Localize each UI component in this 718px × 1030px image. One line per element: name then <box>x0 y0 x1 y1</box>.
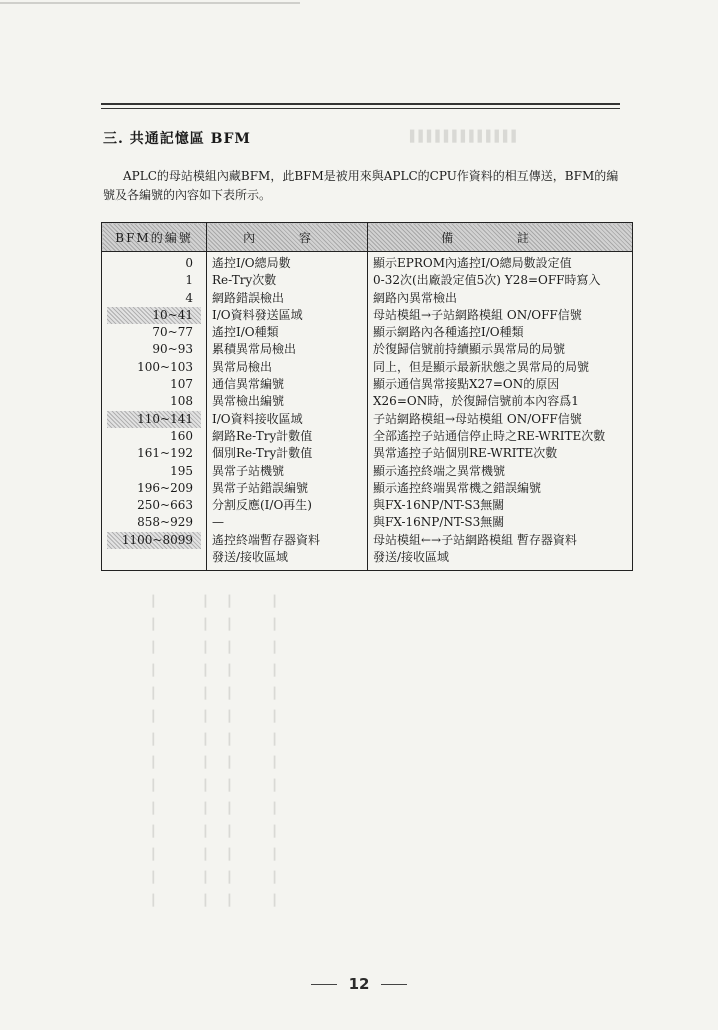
content-cell: 通信異常編號 <box>212 377 285 392</box>
header-rule-bottom <box>101 108 620 109</box>
content-cell: Re-Try次數 <box>212 273 277 288</box>
content-column <box>207 252 368 571</box>
bfm-number-cell: 250~663 <box>137 498 193 513</box>
remark-cell: 異常遙控子站個別RE-WRITE次數 <box>373 446 558 461</box>
bfm-number-column <box>102 252 207 571</box>
bfm-table <box>101 222 633 571</box>
page-number-value: 12 <box>348 975 370 993</box>
remark-cell: 同上，但是顯示最新狀態之異常局的局號 <box>373 359 590 374</box>
table-header-row <box>102 223 633 252</box>
bfm-number-cell: 108 <box>170 394 193 409</box>
page-number-dash-right <box>381 984 407 986</box>
remark-cell: 全部遙控子站通信停止時之RE-WRITE次數 <box>373 428 606 443</box>
remark-cell: 子站網路模組→母站模組 ON/OFF信號 <box>373 411 582 426</box>
content-cell: 個別Re-Try計數值 <box>212 446 313 461</box>
content-cell: I/O資料接收區域 <box>212 411 303 426</box>
bfm-number-cell: 195 <box>170 463 193 478</box>
intro-paragraph: APLC的母站模組內藏BFM，此BFM是被用來與APLC的CPU作資料的相互傳送，BFM的編號及各編號的內容如下表所示。 <box>103 169 619 202</box>
page-number <box>0 975 718 993</box>
bfm-number-cell: 161~192 <box>137 446 193 461</box>
remark-cell: X26=ON時，於復歸信號前本內容爲1 <box>373 394 579 409</box>
remark-cell: 與FX-16NP/NT-S3無關 <box>373 515 505 530</box>
content-cell: 異常局檢出 <box>212 359 273 374</box>
content-cell: 發送/接收區域 <box>212 550 289 565</box>
scan-artifact-rule <box>0 2 300 4</box>
remark-column <box>368 252 633 571</box>
content-cell: — <box>212 515 224 530</box>
bfm-number-cell: 107 <box>170 377 193 392</box>
remark-cell: 顯示EPROM內遙控I/O總局數設定值 <box>373 256 572 270</box>
bfm-number-cell: 160 <box>170 428 193 443</box>
header-rule-top <box>101 103 620 105</box>
remark-cell: 於復歸信號前持續顯示異常局的局號 <box>373 342 566 357</box>
remark-cell: 顯示遙控終端異常機之錯誤編號 <box>373 480 542 495</box>
remark-cell: 顯示通信異常接點X27=ON的原因 <box>373 377 560 392</box>
remark-cell: 顯示遙控終端之異常機號 <box>373 463 506 478</box>
bleed-through: ┃ ┃ ┃ ┃ ┃ ┃ ┃ ┃ ┃ ┃ ┃ ┃ ┃ ┃ ┃ ┃ ┃ ┃ ┃ ┃ ┃ ┃ ┃ ┃ ┃ ┃ ┃ ┃ ┃ ┃ ┃ ┃ ┃ ┃ ┃ ┃ ┃ ┃ ┃ ┃ ┃ ┃ ┃ ┃ ┃ ┃ ┃ ┃ ┃ ┃ ┃ ┃ ┃ ┃ ┃ ┃ <box>150 595 278 907</box>
header-content: 內 容 <box>207 223 368 252</box>
bfm-number-cell: 196~209 <box>137 480 193 495</box>
content-cell: 異常子站錯誤編號 <box>212 480 309 495</box>
section-title: 三. 共通記憶區 BFM <box>103 131 251 147</box>
content-cell: 網路Re-Try計數值 <box>212 428 313 443</box>
content-cell: I/O資料發送區域 <box>212 307 303 322</box>
bfm-number-cell: 90~93 <box>152 342 193 357</box>
content-cell: 異常子站機號 <box>212 463 285 478</box>
bfm-number-cell: 70~77 <box>152 325 193 340</box>
content-cell: 異常檢出編號 <box>212 394 285 409</box>
bfm-number-cell: 4 <box>185 290 193 305</box>
content-cell: 遙控I/O總局數 <box>212 256 291 270</box>
remark-cell: 顯示網路內各種遙控I/O種類 <box>373 325 524 340</box>
bfm-number-cell: 1 <box>185 273 193 288</box>
bleed-through: ▌▌▌▌▌▌▌▌▌▌▌▌▌ <box>410 130 520 143</box>
remark-cell: 網路內異常檢出 <box>373 290 458 305</box>
content-cell: 網路錯誤檢出 <box>212 290 285 305</box>
remark-cell: 母站模組→子站網路模組 ON/OFF信號 <box>373 307 582 322</box>
bfm-number-cell: 110~141 <box>107 411 201 428</box>
bfm-number-cell <box>107 549 201 566</box>
bfm-number-cell: 0 <box>185 256 193 270</box>
bfm-number-cell: 1100~8099 <box>107 532 201 549</box>
header-remark: 備 註 <box>368 223 633 252</box>
header-bfm-number: BFM的編號 <box>102 223 207 252</box>
content-cell: 分割反應(I/O再生) <box>212 498 312 513</box>
content-cell: 遙控I/O種類 <box>212 325 279 340</box>
remark-cell: 與FX-16NP/NT-S3無關 <box>373 498 505 513</box>
table-body-row <box>102 252 633 571</box>
remark-cell: 0-32次(出廠設定值5次) Y28=OFF時寫入 <box>373 273 601 288</box>
content-cell: 累積異常局檢出 <box>212 342 297 357</box>
bfm-number-cell: 10~41 <box>107 307 201 324</box>
remark-cell: 母站模組←→子站網路模組 暫存器資料 <box>373 532 577 547</box>
remark-cell: 發送/接收區域 <box>373 550 450 565</box>
bfm-number-cell: 100~103 <box>137 359 193 374</box>
page-number-dash-left <box>311 984 337 986</box>
bfm-number-cell: 858~929 <box>137 515 193 530</box>
content-cell: 遙控終端暫存器資料 <box>212 532 321 547</box>
